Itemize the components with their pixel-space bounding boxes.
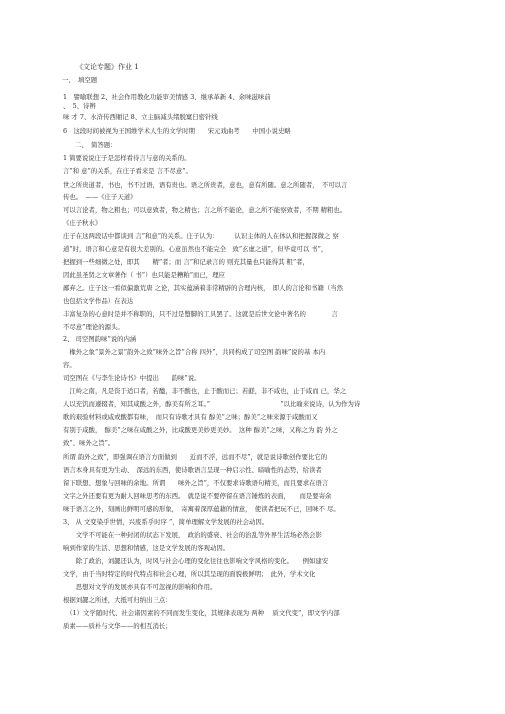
text-line: 丰富复杂的心意时是并不称职的，只不过是蹩脚的工具罢了。这就是后世文论中著名的 言 [63, 310, 338, 318]
text-line: 语言本身具有更为生动、 深远的东西，使诗歌语言呈现一种启示性、暗喻性的态势，给读者 [63, 466, 322, 474]
text-line: 《庄子秋水》 [63, 219, 102, 227]
text-line: 江岭之南，凡是资于适口者，若醯，非不酸也，止于酸而已；若鹾，非不咸也，止于咸而 已，华之 [63, 387, 347, 395]
question-heading: 2、 司空图韵味”说的内涵 [63, 335, 137, 343]
text-line: 味 才 7、水浒传西厢记 8、立主脑减头绪脱窠臼密针线 [63, 113, 218, 121]
section-heading: 二、 简答题： [75, 141, 117, 149]
text-line: 所谓 韵外之致”，即强调在语言方面做到 近而不浮，远而不尽”，就是说诗歌创作要比它的 [63, 453, 328, 461]
text-line: 6 这段时间被视为王国维学术人生的文学时期 宋元戏曲考 中国小说史略 [63, 127, 291, 135]
text-line: 留下联想、想象与回味的余地。所谓 味外之旨”，不仅要求诗歌语句精美，而且要求在语言 [63, 479, 329, 487]
text-line: 橡外之象”景外之景”韵外之致”味外之旨”合称 四外”，共同构成了司空图 韵味”说的基 本内 [63, 348, 326, 356]
text-line: 司空图在《与李生论诗书》中提出 韵味”说。 [63, 374, 201, 382]
text-line: 容。 [63, 361, 76, 369]
text-line: 因此虽圣贤之文章著作（ 书”）也只能是糟粕”而已，理应 [63, 271, 225, 279]
text-line: 也包括文学作品）在表达 [63, 297, 134, 305]
text-line: 根据刘勰之所述，大抵可归纳出三点： [63, 596, 172, 604]
text-line: 除了政治，刘勰还认为，时风与社会心理的变化往往也影响文学风格的变化。 例如建安 [63, 557, 329, 565]
text-line: 响到作家的生活、思想和情感，这是文学发展的客观动因。 [63, 544, 230, 552]
text-line: 鄙弃之。庄子这一看似偏激荒唐 之论，其实蕴涵着非常精辟的合理内核， 即人的言论和书籍（当然 [63, 284, 344, 292]
text-line: 文字之外还要有更为耐人回味思考的东西。 就是说不要停留在语言锤炼的表面， 而是要寄余 [63, 492, 332, 500]
text-line: 质素——质朴与文华——的相互消长； [63, 622, 172, 630]
section-heading: 一、 填空题 [62, 76, 98, 84]
text-line: 人以充饥而遽辍者，知其咸酸之外，醇美有所乏耳。” ”以比喻来说诗，认为作为诗 [63, 400, 361, 408]
text-line: 道”时，语言和心意是有很大差别的。心意虽然也不能完全 致”玄虚之道”，但毕竟可以 书”， [63, 245, 328, 253]
text-line: 、 5、诗辨 [63, 102, 96, 110]
text-line: 有别于咸酸， 醇美”之味在咸酸之外，比咸酸更美妙更美妙。 这种 醇美”之味，又称之为 韵 外之 [63, 426, 338, 434]
text-line: 歌的艰验材料或咸或酸都有味， 而只有诗歌才具有 醇美”之味；醇美”之味来源于咸酸而又 [63, 413, 318, 421]
text-line: 传也。 ——《庄子天道》 [63, 193, 137, 201]
text-line: 味于语言之外，刻画出鲜明可感的形象， 寄寓着深厚蕴藉的情意， 使读者把玩不已，回味不 尽。 [63, 505, 340, 513]
doc-title: 《文论专题》作业 1 [76, 63, 139, 71]
text-line: 庄子在这两段话中都谈到 言”和意”的关系。庄子认为： 认识主体的人在体认和把握深微之 察 [63, 232, 339, 240]
text-line: 把握到一些细微之处，即其 精”者；而 言”和记录言的 则充其量也只能得其 粗”者， [63, 258, 309, 266]
text-line: 思想对文学的发展亦具有不可忽视的影响和作用。 [63, 583, 217, 591]
text-line: 言”和 意”的关系，在庄子看来是 言不尽意”。 [63, 167, 192, 175]
question-heading: 1 简要说说庄子是怎样看待言与意的关系的。 [63, 154, 191, 162]
text-line: 文学，由于当时特定的时代特点和社会心理，所以其呈现的面貌极鲜明； 此外，学术文化 [63, 570, 316, 578]
text-line: 可以言论者，物之粗也；可以意致者，物之精也；言之所不能论，意之所不能察致者，不期 精粗也。 [63, 206, 347, 214]
text-line: 世之所贵道者，书也，书不过语，语有贵也。语之所贵者，意也，意有所随。意之所随者， 不可以言 [63, 181, 348, 189]
text-line: 文学不可能在一种封闭的状态下发展， 政治的盛衰、社会的治乱等外界生活场必然会影 [63, 531, 322, 539]
question-heading: 3、 从 文变染乎世情，兴废系乎时序 ”，简单理解文学发展的社会动因。 [63, 518, 269, 526]
text-line: 致”、味外之旨”。 [63, 439, 115, 447]
text-line: 不尽意”理论的源头。 [63, 323, 124, 331]
text-line: （1）文学随时代、社会诸因素的不同而发生变化，其规律表现为 两种 质文代变”，即文学内部 [63, 609, 340, 617]
text-line: 1 譬喻联想 2、社会作用教化功能审美情感 3、继承革新 4、余味滋味前 [63, 93, 271, 101]
